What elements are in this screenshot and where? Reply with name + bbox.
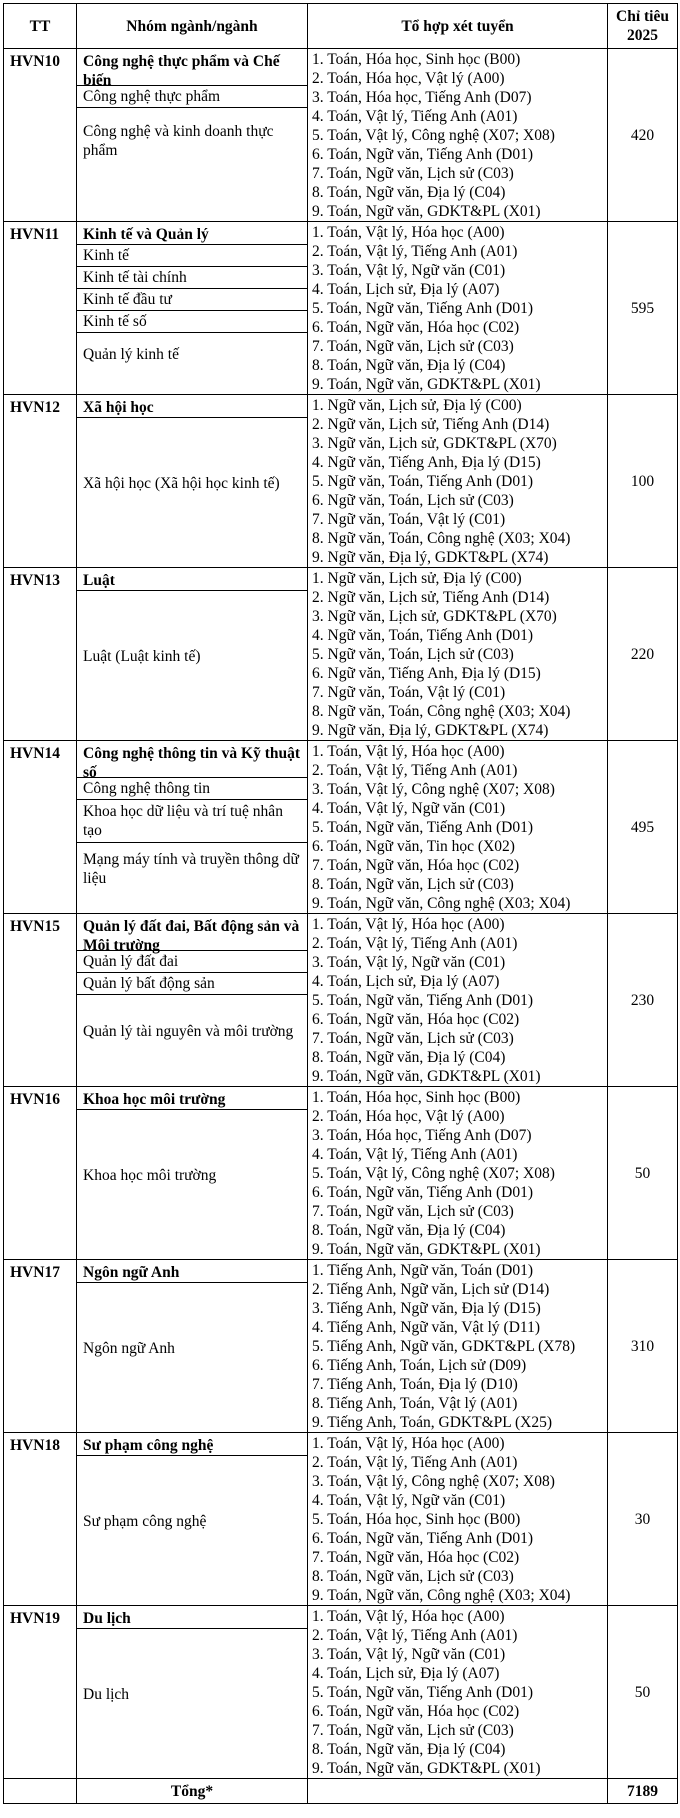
subject-combinations bbox=[308, 741, 608, 914]
subject-combination: 1. Toán, Vật lý, Hóa học (A00) bbox=[312, 916, 505, 933]
subject-combinations bbox=[308, 568, 608, 741]
subject-combination: 9. Toán, Ngữ văn, GDKT&PL (X01) bbox=[312, 1068, 541, 1085]
subject-combination: 4. Toán, Lịch sử, Địa lý (A07) bbox=[312, 281, 500, 298]
subject-combinations bbox=[308, 1606, 608, 1779]
subject-combination: 5. Toán, Hóa học, Sinh học (B00) bbox=[312, 1511, 521, 1528]
subject-combination: 7. Toán, Ngữ văn, Lịch sử (C03) bbox=[312, 165, 514, 182]
subject-combination: 8. Tiếng Anh, Toán, Vật lý (A01) bbox=[312, 1395, 518, 1412]
program-group-name: Công nghệ thực phẩm và Chế biến bbox=[83, 53, 280, 89]
subject-combination: 7. Toán, Ngữ văn, Lịch sử (C03) bbox=[312, 1722, 514, 1739]
subject-combination: 8. Ngữ văn, Toán, Công nghệ (X03; X04) bbox=[312, 530, 571, 547]
subject-combination: 9. Toán, Ngữ văn, GDKT&PL (X01) bbox=[312, 1760, 541, 1777]
subject-combination: 1. Tiếng Anh, Ngữ văn, Toán (D01) bbox=[312, 1262, 534, 1279]
table-row bbox=[4, 568, 678, 741]
subject-combination: 9. Toán, Ngữ văn, GDKT&PL (X01) bbox=[312, 203, 541, 220]
subject-combination: 6. Toán, Ngữ văn, Hóa học (C02) bbox=[312, 1011, 520, 1028]
subject-combination: 6. Tiếng Anh, Toán, Lịch sử (D09) bbox=[312, 1357, 527, 1374]
quota-value: 50 bbox=[608, 1606, 678, 1779]
subject-combination: 5. Toán, Ngữ văn, Tiếng Anh (D01) bbox=[312, 992, 534, 1009]
subject-combination: 7. Toán, Ngữ văn, Lịch sử (C03) bbox=[312, 338, 514, 355]
subject-combination: 7. Tiếng Anh, Toán, Địa lý (D10) bbox=[312, 1376, 518, 1393]
admissions-table bbox=[3, 3, 678, 1804]
subject-combination: 8. Toán, Ngữ văn, Địa lý (C04) bbox=[312, 184, 506, 201]
subject-combination: 3. Toán, Vật lý, Ngữ văn (C01) bbox=[312, 1646, 506, 1663]
subject-combination: 2. Ngữ văn, Lịch sử, Tiếng Anh (D14) bbox=[312, 416, 550, 433]
subject-combination: 9. Ngữ văn, Địa lý, GDKT&PL (X74) bbox=[312, 722, 549, 739]
subject-combination: 1. Toán, Vật lý, Hóa học (A00) bbox=[312, 224, 505, 241]
major-name: Quản lý kinh tế bbox=[77, 332, 307, 375]
subject-combination: 6. Toán, Ngữ văn, Tiếng Anh (D01) bbox=[312, 146, 534, 163]
header-tt: TT bbox=[4, 4, 77, 49]
program-group-cell bbox=[77, 568, 308, 741]
subject-combination: 5. Tiếng Anh, Ngữ văn, GDKT&PL (X78) bbox=[312, 1338, 576, 1355]
major-name: Kinh tế tài chính bbox=[77, 266, 307, 288]
subject-combinations bbox=[308, 1087, 608, 1260]
program-group-name: Quản lý đất đai, Bất động sản và Môi trường bbox=[83, 918, 300, 954]
program-code: HVN19 bbox=[4, 1606, 77, 1779]
subject-combination: 3. Toán, Vật lý, Ngữ văn (C01) bbox=[312, 954, 506, 971]
subject-combinations bbox=[308, 1433, 608, 1606]
subject-combination: 6. Toán, Ngữ văn, Hóa học (C02) bbox=[312, 319, 520, 336]
subject-combination: 2. Toán, Vật lý, Tiếng Anh (A01) bbox=[312, 762, 518, 779]
subject-combination: 2. Toán, Vật lý, Tiếng Anh (A01) bbox=[312, 1627, 518, 1644]
subject-combination: 5. Toán, Vật lý, Công nghệ (X07; X08) bbox=[312, 127, 555, 144]
quota-value: 100 bbox=[608, 395, 678, 568]
subject-combination: 6. Toán, Ngữ văn, Hóa học (C02) bbox=[312, 1703, 520, 1720]
major-name: Xã hội học (Xã hội học kinh tế) bbox=[77, 417, 307, 548]
quota-value: 220 bbox=[608, 568, 678, 741]
subject-combination: 7. Toán, Ngữ văn, Lịch sử (C03) bbox=[312, 1030, 514, 1047]
program-group-cell bbox=[77, 1260, 308, 1433]
subject-combination: 3. Toán, Hóa học, Tiếng Anh (D07) bbox=[312, 1127, 532, 1144]
subject-combination: 4. Ngữ văn, Toán, Tiếng Anh (D01) bbox=[312, 627, 534, 644]
program-group-cell bbox=[77, 741, 308, 914]
total-row bbox=[4, 1779, 678, 1804]
subject-combination: 1. Toán, Vật lý, Hóa học (A00) bbox=[312, 743, 505, 760]
subject-combination: 7. Toán, Ngữ văn, Hóa học (C02) bbox=[312, 857, 520, 874]
subject-combination: 5. Toán, Vật lý, Công nghệ (X07; X08) bbox=[312, 1165, 555, 1182]
program-group-name: Ngôn ngữ Anh bbox=[83, 1264, 180, 1281]
subject-combination: 8. Toán, Ngữ văn, Lịch sử (C03) bbox=[312, 876, 514, 893]
subject-combination: 9. Tiếng Anh, Toán, GDKT&PL (X25) bbox=[312, 1414, 553, 1431]
subject-combination: 2. Ngữ văn, Lịch sử, Tiếng Anh (D14) bbox=[312, 589, 550, 606]
program-code: HVN12 bbox=[4, 395, 77, 568]
major-name: Kinh tế đầu tư bbox=[77, 288, 307, 310]
subject-combination: 9. Ngữ văn, Địa lý, GDKT&PL (X74) bbox=[312, 549, 549, 566]
program-group-cell bbox=[77, 1433, 308, 1606]
subject-combination: 4. Toán, Lịch sử, Địa lý (A07) bbox=[312, 973, 500, 990]
subject-combination: 5. Ngữ văn, Toán, Lịch sử (C03) bbox=[312, 646, 514, 663]
program-group-cell bbox=[77, 49, 308, 222]
subject-combination: 2. Toán, Vật lý, Tiếng Anh (A01) bbox=[312, 243, 518, 260]
subject-combination: 5. Toán, Ngữ văn, Tiếng Anh (D01) bbox=[312, 300, 534, 317]
subject-combination: 3. Ngữ văn, Lịch sử, GDKT&PL (X70) bbox=[312, 608, 557, 625]
subject-combinations bbox=[308, 222, 608, 395]
subject-combination: 4. Ngữ văn, Tiếng Anh, Địa lý (D15) bbox=[312, 454, 541, 471]
table-row bbox=[4, 222, 678, 395]
subject-combination: 1. Toán, Hóa học, Sinh học (B00) bbox=[312, 1089, 521, 1106]
subject-combination: 8. Toán, Ngữ văn, Địa lý (C04) bbox=[312, 1049, 506, 1066]
header-nhom-nganh: Nhóm ngành/ngành bbox=[77, 4, 308, 49]
quota-value: 30 bbox=[608, 1433, 678, 1606]
subject-combination: 8. Toán, Ngữ văn, Địa lý (C04) bbox=[312, 1741, 506, 1758]
major-name: Khoa học môi trường bbox=[77, 1109, 307, 1240]
program-group-name: Xã hội học bbox=[83, 399, 154, 416]
subject-combination: 2. Toán, Vật lý, Tiếng Anh (A01) bbox=[312, 1454, 518, 1471]
program-code: HVN10 bbox=[4, 49, 77, 222]
subject-combinations bbox=[308, 1260, 608, 1433]
subject-combinations bbox=[308, 49, 608, 222]
subject-combination: 7. Ngữ văn, Toán, Vật lý (C01) bbox=[312, 511, 506, 528]
subject-combination: 8. Toán, Ngữ văn, Địa lý (C04) bbox=[312, 1222, 506, 1239]
major-name: Luật (Luật kinh tế) bbox=[77, 590, 307, 721]
header-to-hop: Tổ hợp xét tuyển bbox=[308, 4, 608, 49]
table-row bbox=[4, 914, 678, 1087]
total-value: 7189 bbox=[608, 1779, 678, 1804]
program-code: HVN11 bbox=[4, 222, 77, 395]
total-label: Tổng* bbox=[77, 1779, 308, 1804]
subject-combination: 5. Toán, Ngữ văn, Tiếng Anh (D01) bbox=[312, 1684, 534, 1701]
subject-combination: 1. Ngữ văn, Lịch sử, Địa lý (C00) bbox=[312, 570, 522, 587]
subject-combination: 2. Toán, Hóa học, Vật lý (A00) bbox=[312, 1108, 505, 1125]
subject-combination: 9. Toán, Ngữ văn, GDKT&PL (X01) bbox=[312, 376, 541, 393]
subject-combination: 3. Ngữ văn, Lịch sử, GDKT&PL (X70) bbox=[312, 435, 557, 452]
subject-combination: 9. Toán, Ngữ văn, Công nghệ (X03; X04) bbox=[312, 895, 571, 912]
subject-combination: 8. Toán, Ngữ văn, Địa lý (C04) bbox=[312, 357, 506, 374]
program-group-cell bbox=[77, 1087, 308, 1260]
program-group-cell bbox=[77, 1606, 308, 1779]
quota-value: 595 bbox=[608, 222, 678, 395]
program-code: HVN14 bbox=[4, 741, 77, 914]
subject-combination: 5. Toán, Ngữ văn, Tiếng Anh (D01) bbox=[312, 819, 534, 836]
subject-combination: 4. Tiếng Anh, Ngữ văn, Vật lý (D11) bbox=[312, 1319, 540, 1336]
subject-combination: 4. Toán, Vật lý, Ngữ văn (C01) bbox=[312, 1492, 506, 1509]
subject-combination: 7. Toán, Ngữ văn, Hóa học (C02) bbox=[312, 1549, 520, 1566]
major-name: Quản lý bất động sản bbox=[77, 972, 307, 994]
program-group-name: Luật bbox=[83, 572, 115, 589]
subject-combination: 7. Toán, Ngữ văn, Lịch sử (C03) bbox=[312, 1203, 514, 1220]
header-chi-tieu: Chỉ tiêu 2025 bbox=[608, 4, 678, 49]
major-name: Kinh tế bbox=[77, 244, 307, 266]
subject-combination: 3. Toán, Hóa học, Tiếng Anh (D07) bbox=[312, 89, 532, 106]
total-spacer bbox=[4, 1779, 77, 1804]
table-row bbox=[4, 1260, 678, 1433]
major-name: Ngôn ngữ Anh bbox=[77, 1282, 307, 1413]
subject-combination: 6. Toán, Ngữ văn, Tiếng Anh (D01) bbox=[312, 1530, 534, 1547]
quota-value: 495 bbox=[608, 741, 678, 914]
major-name: Sư phạm công nghệ bbox=[77, 1455, 307, 1586]
program-group-name: Sư phạm công nghệ bbox=[83, 1437, 214, 1454]
program-code: HVN15 bbox=[4, 914, 77, 1087]
subject-combination: 4. Toán, Lịch sử, Địa lý (A07) bbox=[312, 1665, 500, 1682]
subject-combination: 5. Ngữ văn, Toán, Tiếng Anh (D01) bbox=[312, 473, 534, 490]
major-name: Quản lý đất đai bbox=[77, 950, 307, 972]
program-group-name: Công nghệ thông tin và Kỹ thuật số bbox=[83, 745, 301, 781]
table-row bbox=[4, 49, 678, 222]
table-row bbox=[4, 741, 678, 914]
subject-combination: 3. Tiếng Anh, Ngữ văn, Địa lý (D15) bbox=[312, 1300, 541, 1317]
subject-combination: 4. Toán, Vật lý, Tiếng Anh (A01) bbox=[312, 108, 518, 125]
table-body bbox=[4, 49, 678, 1779]
quota-value: 230 bbox=[608, 914, 678, 1087]
header-row bbox=[4, 4, 678, 49]
subject-combination: 3. Toán, Vật lý, Ngữ văn (C01) bbox=[312, 262, 506, 279]
program-group-cell bbox=[77, 395, 308, 568]
quota-value: 420 bbox=[608, 49, 678, 222]
subject-combination: 3. Toán, Vật lý, Công nghệ (X07; X08) bbox=[312, 781, 555, 798]
table-row bbox=[4, 1606, 678, 1779]
subject-combination: 4. Toán, Vật lý, Ngữ văn (C01) bbox=[312, 800, 506, 817]
major-name: Quản lý tài nguyên và môi trường bbox=[77, 994, 307, 1067]
major-name: Du lịch bbox=[77, 1628, 307, 1759]
table-row bbox=[4, 1433, 678, 1606]
program-code: HVN13 bbox=[4, 568, 77, 741]
subject-combination: 8. Toán, Ngữ văn, Lịch sử (C03) bbox=[312, 1568, 514, 1585]
subject-combination: 9. Toán, Ngữ văn, Công nghệ (X03; X04) bbox=[312, 1587, 571, 1604]
major-name: Công nghệ và kinh doanh thực phẩm bbox=[77, 107, 307, 174]
program-code: HVN18 bbox=[4, 1433, 77, 1606]
program-code: HVN16 bbox=[4, 1087, 77, 1260]
subject-combination: 1. Toán, Vật lý, Hóa học (A00) bbox=[312, 1435, 505, 1452]
subject-combination: 2. Toán, Vật lý, Tiếng Anh (A01) bbox=[312, 935, 518, 952]
subject-combination: 3. Toán, Vật lý, Công nghệ (X07; X08) bbox=[312, 1473, 555, 1490]
subject-combinations bbox=[308, 914, 608, 1087]
quota-value: 310 bbox=[608, 1260, 678, 1433]
table-row bbox=[4, 1087, 678, 1260]
table-row bbox=[4, 395, 678, 568]
subject-combination: 1. Toán, Vật lý, Hóa học (A00) bbox=[312, 1608, 505, 1625]
subject-combination: 7. Ngữ văn, Toán, Vật lý (C01) bbox=[312, 684, 506, 701]
program-group-name: Du lịch bbox=[83, 1610, 131, 1627]
subject-combination: 6. Ngữ văn, Toán, Lịch sử (C03) bbox=[312, 492, 514, 509]
program-group-name: Kinh tế và Quản lý bbox=[83, 226, 209, 243]
subject-combination: 2. Toán, Hóa học, Vật lý (A00) bbox=[312, 70, 505, 87]
subject-combinations bbox=[308, 395, 608, 568]
subject-combination: 6. Toán, Ngữ văn, Tin học (X02) bbox=[312, 838, 515, 855]
major-name: Khoa học dữ liệu và trí tuệ nhân tạo bbox=[77, 799, 307, 842]
subject-combination: 2. Tiếng Anh, Ngữ văn, Lịch sử (D14) bbox=[312, 1281, 550, 1298]
quota-value: 50 bbox=[608, 1087, 678, 1260]
major-name: Kinh tế số bbox=[77, 310, 307, 332]
total-spacer-2 bbox=[308, 1779, 608, 1804]
major-name: Mạng máy tính và truyền thông dữ liệu bbox=[77, 842, 307, 894]
program-group-name: Khoa học môi trường bbox=[83, 1091, 226, 1108]
subject-combination: 1. Toán, Hóa học, Sinh học (B00) bbox=[312, 51, 521, 68]
program-code: HVN17 bbox=[4, 1260, 77, 1433]
program-group-cell bbox=[77, 222, 308, 395]
major-name: Công nghệ thông tin bbox=[77, 777, 307, 799]
subject-combination: 6. Ngữ văn, Tiếng Anh, Địa lý (D15) bbox=[312, 665, 541, 682]
subject-combination: 9. Toán, Ngữ văn, GDKT&PL (X01) bbox=[312, 1241, 541, 1258]
subject-combination: 4. Toán, Vật lý, Tiếng Anh (A01) bbox=[312, 1146, 518, 1163]
major-name: Công nghệ thực phẩm bbox=[77, 85, 307, 107]
subject-combination: 8. Ngữ văn, Toán, Công nghệ (X03; X04) bbox=[312, 703, 571, 720]
subject-combination: 1. Ngữ văn, Lịch sử, Địa lý (C00) bbox=[312, 397, 522, 414]
subject-combination: 6. Toán, Ngữ văn, Tiếng Anh (D01) bbox=[312, 1184, 534, 1201]
program-group-cell bbox=[77, 914, 308, 1087]
